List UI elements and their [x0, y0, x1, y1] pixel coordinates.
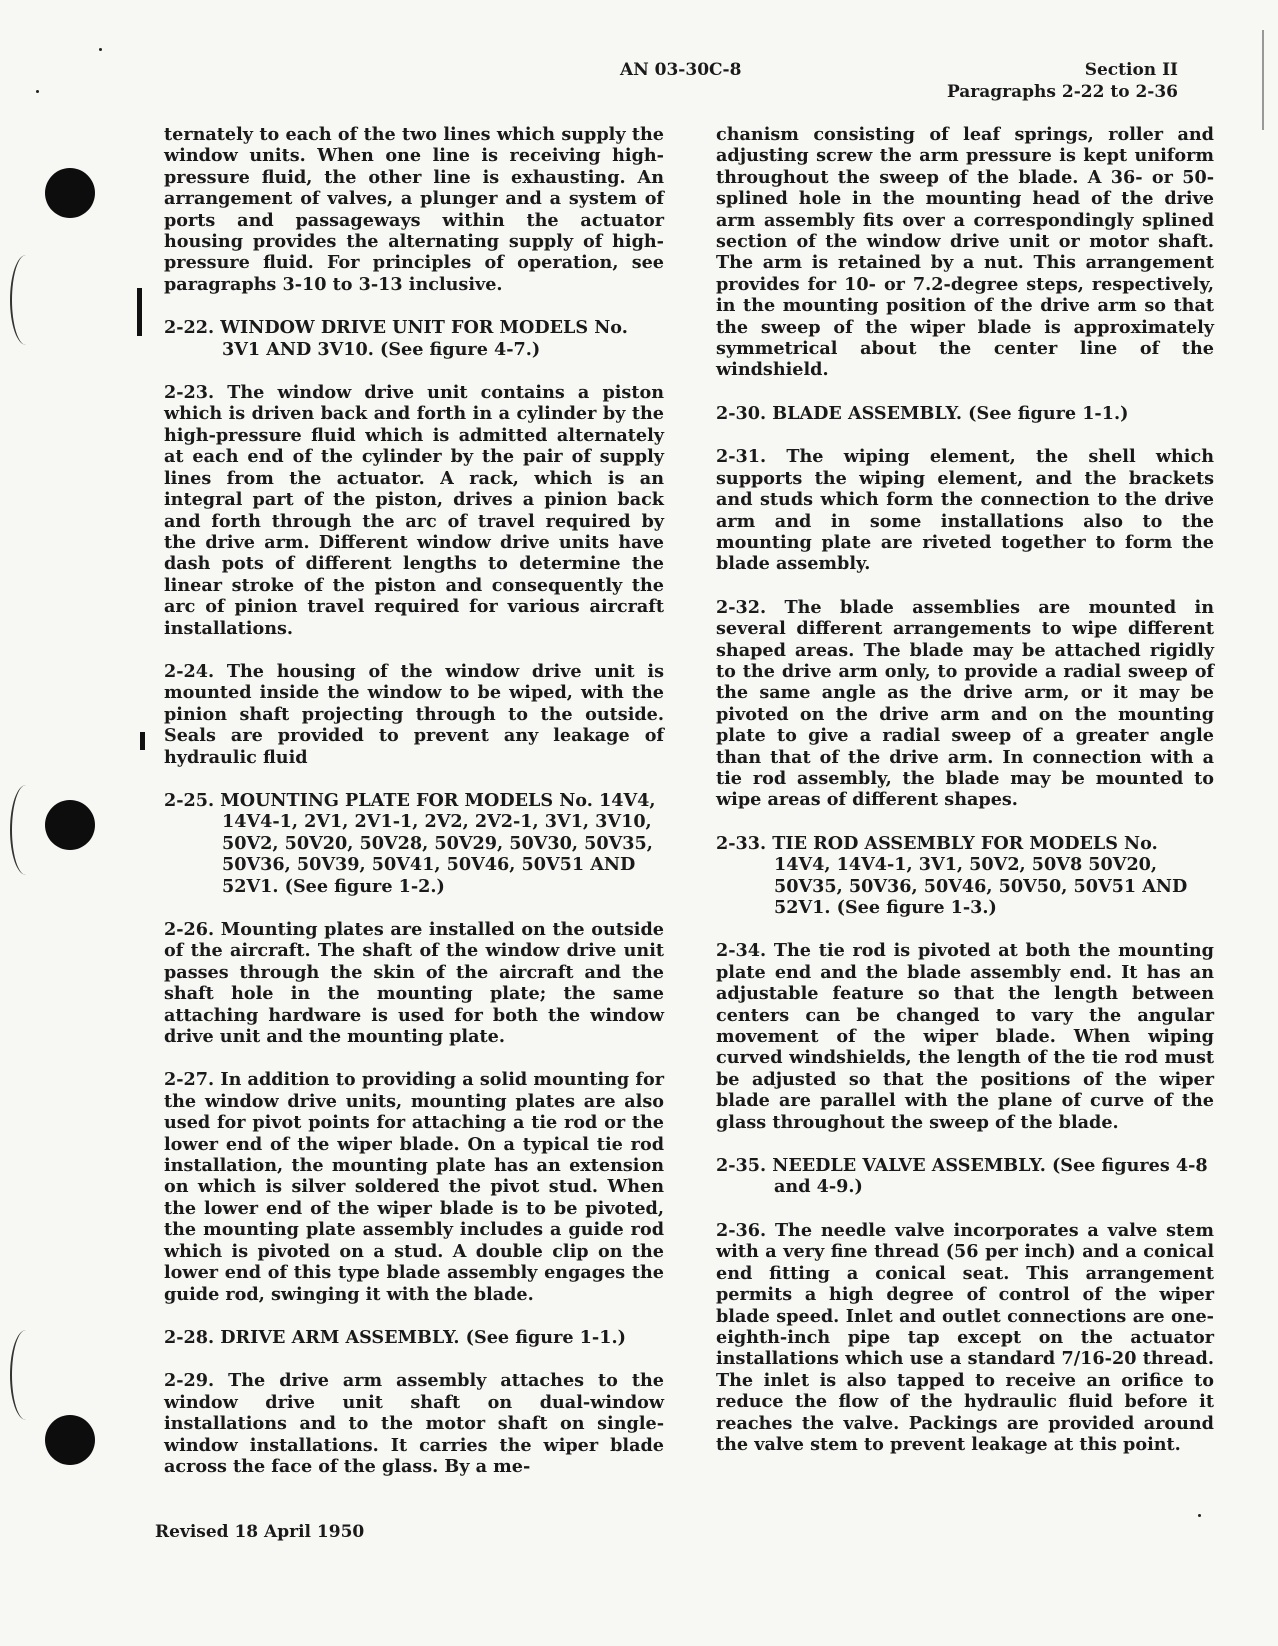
binder-hole-1	[45, 168, 95, 218]
paragraph: 2-24. The housing of the window drive unit is mounted inside the window to be wiped, with the pinion shaft projecting through to the outside. Seals are provided to prevent any leakage of hydraulic fluid	[164, 660, 664, 768]
heading-text: 2-22. WINDOW DRIVE UNIT FOR MODELS No. 3V1 AND 3V10. (See figure 4-7.)	[164, 317, 628, 360]
page-edge-curve-2	[10, 785, 42, 875]
left-column	[164, 124, 664, 1499]
paragraph: chanism consisting of leaf springs, roller and adjusting screw the arm pressure is kept uniform throughout the sweep of the blade. A 36- or 50-splined hole in the mounting head of the drive arm assembly fits over a correspondingly splined section of the window drive unit or motor shaft. The arm is retained by a nut. This arrangement provides for 10- or 7.2-degree steps, respectively, in the mounting position of the drive arm so that the sweep of the wiper blade is approximately symmetrical about the center line of the windshield.	[716, 124, 1214, 381]
section-heading	[716, 1155, 1214, 1198]
paragraph: 2-29. The drive arm assembly attaches to the window drive unit shaft on dual-window installations and to the motor shaft on single-window installations. It carries the wiper blade across the face of the glass. By a me-	[164, 1370, 664, 1477]
binder-hole-3	[45, 1415, 95, 1465]
section-heading: 2-30. BLADE ASSEMBLY. (See figure 1-1.)	[716, 402, 1129, 424]
paragraph: ternately to each of the two lines which supply the window units. When one line is receiving high-pressure fluid, the other line is exhausting. An arrangement of valves, a plunger and a system of ports and passageways within the actuator housing provides the alternating supply of high-pressure fluid. For principles of operation, see paragraphs 3-10 to 3-13 inclusive.	[164, 124, 664, 295]
right-column	[716, 124, 1214, 1477]
paragraph: 2-26. Mounting plates are installed on the outside of the aircraft. The shaft of the window drive unit passes through the skin of the aircraft and the shaft hole in the mounting plate; the same attaching hardware is used for both the window drive unit and the mounting plate.	[164, 919, 664, 1048]
section-heading	[716, 833, 1214, 919]
paragraph: 2-34. The tie rod is pivoted at both the mounting plate end and the blade assembly end. It has an adjustable feature so that the length between centers can be changed to vary the angular movement of the wiper blade. When wiping curved windshields, the length of the tie rod must be adjusted so that the positions of the wiper blade are parallel with the plane of curve of the glass throughout the sweep of the blade.	[716, 940, 1214, 1133]
paragraph: 2-31. The wiping element, the shell which supports the wiping element, and the brackets and studs which form the connection to the drive arm and in some installations also to the mounting plate are riveted together to form the blade assembly.	[716, 446, 1214, 575]
change-bar-2	[140, 732, 145, 750]
paragraph-range: Paragraphs 2-22 to 2-36	[946, 82, 1178, 102]
page-edge-curve-1	[10, 255, 42, 345]
change-bar-1	[137, 288, 142, 336]
section-label: Section II	[1084, 60, 1178, 80]
revision-note: Revised 18 April 1950	[155, 1522, 365, 1542]
binder-hole-2	[45, 800, 95, 850]
paragraph: 2-36. The needle valve incorporates a valve stem with a very fine thread (56 per inch) and a conical end fitting a conical seat. This arrangement permits a high degree of control of the wiper blade speed. Inlet and outlet connections are one-eighth-inch pipe tap except on the actuator installations which use a standard 7/16-20 thread. The inlet is also tapped to receive an orifice to reduce the flow of the hydraulic fluid before it reaches the valve. Packings are provided around the valve stem to prevent leakage at this point.	[716, 1219, 1214, 1455]
page-edge-curve-3	[10, 1330, 42, 1420]
page-header	[0, 58, 1278, 108]
paragraph: 2-27. In addition to providing a solid mounting for the window drive units, mounting plates are also used for pivot points for attaching a tie rod or the lower end of the wiper blade. On a typical tie rod installation, the mounting plate has an extension on which is silver soldered the pivot stud. When the lower end of the wiper blade is to be pivoted, the mounting plate assembly includes a guide rod which is pivoted on a stud. A double clip on the lower end of this type blade assembly engages the guide rod, swinging it with the blade.	[164, 1069, 664, 1305]
section-heading	[164, 317, 664, 360]
section-heading: 2-28. DRIVE ARM ASSEMBLY. (See figure 1-1.)	[164, 1326, 626, 1348]
paragraph: 2-23. The window drive unit contains a piston which is driven back and forth in a cylinder by the high-pressure fluid which is admitted alternately at each end of the cylinder by the pair of supply lines from the actuator. A rack, which is an integral part of the piston, drives a pinion back and forth through the arc of travel required by the drive arm. Different window drive units have dash pots of different lengths to determine the linear stroke of the piston and consequently the arc of pinion travel required for various aircraft installations.	[164, 382, 664, 639]
heading-text: 2-35. NEEDLE VALVE ASSEMBLY. (See figures 4-8 and 4-9.)	[716, 1155, 1208, 1198]
heading-text: 2-25. MOUNTING PLATE FOR MODELS No. 14V4, 14V4-1, 2V1, 2V1-1, 2V2, 2V2-1, 3V1, 3V10, 50V2, 50V20, 50V28, 50V29, 50V30, 50V35, 50V36, 50V39, 50V41, 50V46, 50V51 AND 52V1. (See figure 1-2.)	[164, 789, 656, 897]
document-id: AN 03-30C-8	[620, 60, 742, 80]
heading-text: 2-33. TIE ROD ASSEMBLY FOR MODELS No. 14V4, 14V4-1, 3V1, 50V2, 50V8 50V20, 50V35, 50V36, 50V46, 50V50, 50V51 AND 52V1. (See figure 1-3.)	[716, 832, 1188, 918]
speck	[99, 48, 102, 51]
paragraph: 2-32. The blade assemblies are mounted in several different arrangements to wipe different shaped areas. The blade may be attached rigidly to the drive arm only, to provide a radial sweep of the same angle as the drive arm, or it may be pivoted on the drive arm and on the mounting plate to give a radial sweep of a greater angle than that of the drive arm. In connection with a tie rod assembly, the blade may be mounted to wipe areas of different shapes.	[716, 596, 1214, 811]
section-heading	[164, 790, 664, 897]
speck	[1198, 1514, 1201, 1517]
